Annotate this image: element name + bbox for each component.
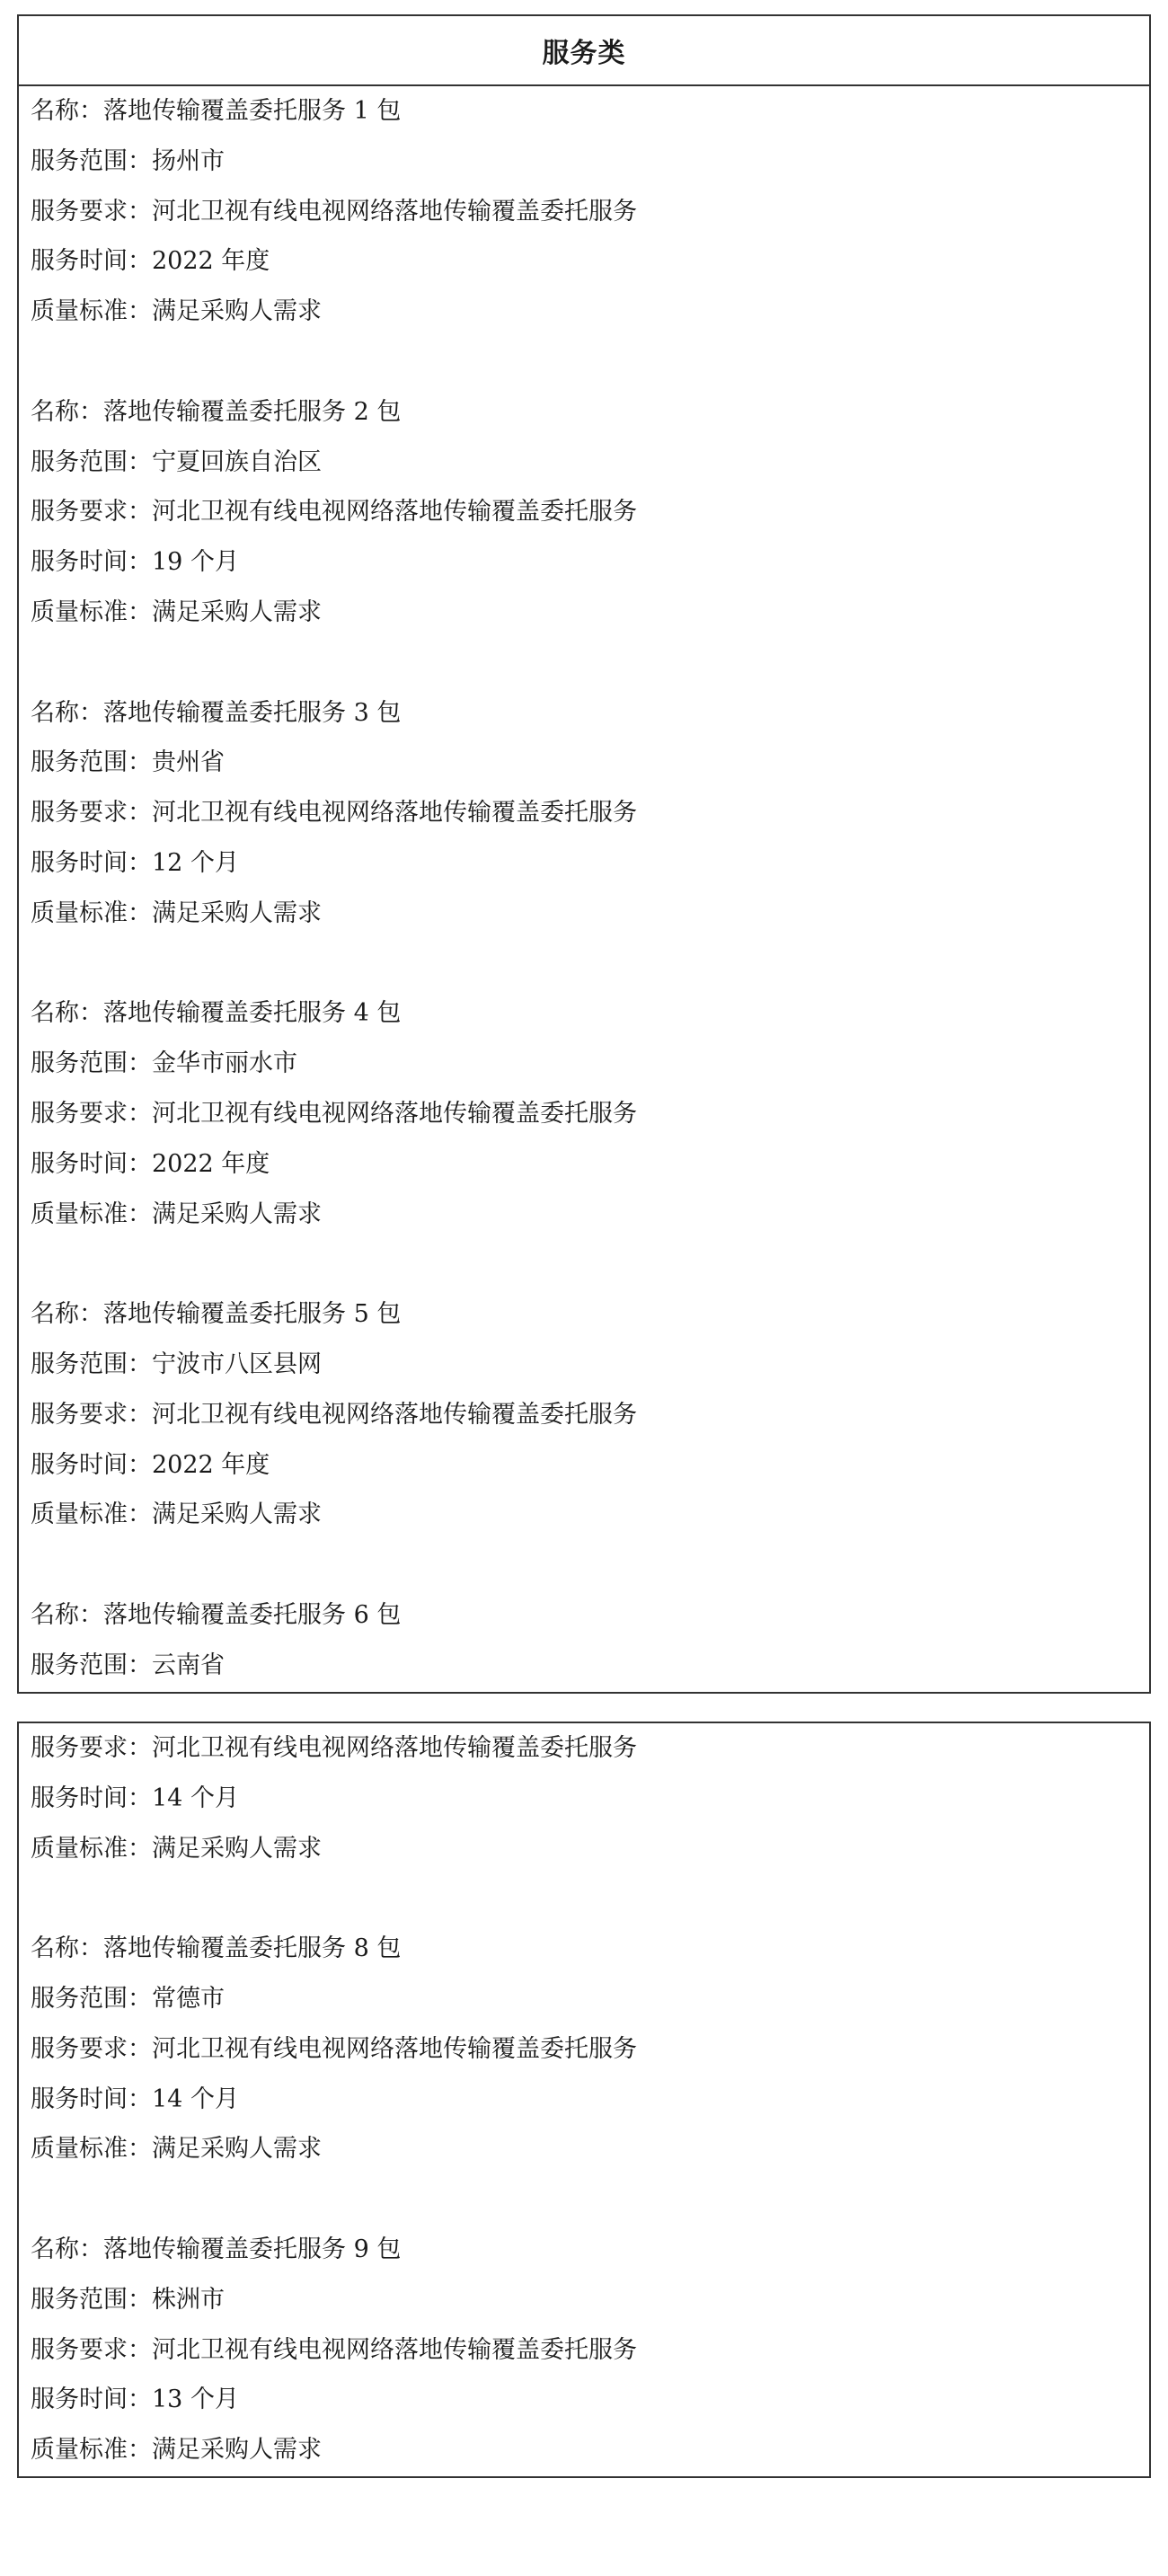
service-scope-line-value: 贵州省 xyxy=(152,748,225,777)
quality-standard-line-value: 满足采购人需求 xyxy=(152,297,322,326)
quality-standard-line-value: 满足采购人需求 xyxy=(152,899,322,927)
service-requirement-line-label: 服务要求： xyxy=(31,1734,152,1762)
package-name-line-value: 落地传输覆盖委托服务 2 包 xyxy=(103,397,402,426)
package-name-line-value: 落地传输覆盖委托服务 3 包 xyxy=(103,698,402,727)
service-scope-line xyxy=(31,438,1149,488)
package-name-line-label: 名称： xyxy=(31,97,103,125)
quality-standard-line-label: 质量标准： xyxy=(31,899,152,927)
service-time-line xyxy=(31,236,1149,287)
service-time-line-value: 2022 年度 xyxy=(152,1149,270,1178)
service-scope-line xyxy=(31,137,1149,187)
service-scope-line-label: 服务范围： xyxy=(31,748,152,777)
service-scope-line-value: 宁波市八区县网 xyxy=(152,1350,322,1378)
service-scope-line-label: 服务范围： xyxy=(31,2285,152,2314)
spacer xyxy=(31,638,1149,688)
service-scope-line xyxy=(31,1641,1149,1691)
package-name-line-value: 落地传输覆盖委托服务 5 包 xyxy=(103,1300,402,1329)
service-time-line xyxy=(31,2075,1149,2125)
service-requirement-line xyxy=(31,1723,1149,1774)
service-scope-line-label: 服务范围： xyxy=(31,146,152,175)
service-scope-line-label: 服务范围： xyxy=(31,1049,152,1078)
service-requirement-line-label: 服务要求： xyxy=(31,498,152,527)
package-name-line-value: 落地传输覆盖委托服务 9 包 xyxy=(103,2235,402,2263)
package-name-line xyxy=(31,1924,1149,1974)
service-scope-line-label: 服务范围： xyxy=(31,447,152,476)
quality-standard-line-value: 满足采购人需求 xyxy=(152,1199,322,1228)
service-requirement-line xyxy=(31,1089,1149,1139)
service-requirement-line xyxy=(31,187,1149,237)
package-name-line xyxy=(31,86,1149,137)
package-name-line-value: 落地传输覆盖委托服务 6 包 xyxy=(103,1600,402,1629)
service-requirement-line-value: 河北卫视有线电视网络落地传输覆盖委托服务 xyxy=(152,1099,637,1128)
service-requirement-line-label: 服务要求： xyxy=(31,799,152,828)
package-name-line xyxy=(31,387,1149,438)
package-name-line-label: 名称： xyxy=(31,397,103,426)
service-time-line-value: 19 个月 xyxy=(152,548,239,577)
service-time-line-value: 2022 年度 xyxy=(152,247,270,276)
service-time-line-value: 14 个月 xyxy=(152,2085,239,2113)
service-time-line-label: 服务时间： xyxy=(31,1149,152,1178)
service-scope-line-value: 扬州市 xyxy=(152,146,225,175)
quality-standard-line xyxy=(31,2124,1149,2174)
service-requirement-line-label: 服务要求： xyxy=(31,1400,152,1429)
service-time-line xyxy=(31,537,1149,588)
service-requirement-line xyxy=(31,788,1149,838)
quality-standard-line-label: 质量标准： xyxy=(31,598,152,626)
service-time-line-label: 服务时间： xyxy=(31,548,152,577)
service-time-line-value: 14 个月 xyxy=(152,1784,239,1812)
service-scope-line xyxy=(31,1039,1149,1089)
service-time-line-label: 服务时间： xyxy=(31,2085,152,2113)
service-time-line xyxy=(31,2375,1149,2425)
package-name-line-value: 落地传输覆盖委托服务 4 包 xyxy=(103,999,402,1028)
quality-standard-line-label: 质量标准： xyxy=(31,2436,152,2465)
quality-standard-line xyxy=(31,889,1149,939)
service-scope-line xyxy=(31,1340,1149,1390)
service-scope-line xyxy=(31,738,1149,788)
service-requirement-line-value: 河北卫视有线电视网络落地传输覆盖委托服务 xyxy=(152,2335,637,2364)
quality-standard-line-value: 满足采购人需求 xyxy=(152,2135,322,2164)
service-requirement-line xyxy=(31,2325,1149,2376)
service-scope-line-label: 服务范围： xyxy=(31,1984,152,2013)
service-time-line-label: 服务时间： xyxy=(31,2386,152,2414)
service-requirement-line-label: 服务要求： xyxy=(31,2335,152,2364)
service-time-line xyxy=(31,1440,1149,1491)
service-scope-line-value: 云南省 xyxy=(152,1651,225,1679)
service-requirement-line-label: 服务要求： xyxy=(31,2034,152,2063)
package-name-line-value: 落地传输覆盖委托服务 1 包 xyxy=(103,97,402,125)
service-time-line-label: 服务时间： xyxy=(31,1784,152,1812)
spacer xyxy=(31,2174,1149,2225)
service-time-line-value: 2022 年度 xyxy=(152,1450,270,1479)
package-name-line-label: 名称： xyxy=(31,1300,103,1329)
quality-standard-line xyxy=(31,2425,1149,2475)
package-name-line-label: 名称： xyxy=(31,1934,103,1963)
spacer xyxy=(31,1873,1149,1924)
quality-standard-line-value: 满足采购人需求 xyxy=(152,1834,322,1863)
quality-standard-line-label: 质量标准： xyxy=(31,1834,152,1863)
quality-standard-line xyxy=(31,287,1149,337)
service-time-line-label: 服务时间： xyxy=(31,1450,152,1479)
service-scope-line xyxy=(31,1974,1149,2024)
service-requirement-line-value: 河北卫视有线电视网络落地传输覆盖委托服务 xyxy=(152,498,637,527)
package-name-line xyxy=(31,1590,1149,1641)
quality-standard-line-label: 质量标准： xyxy=(31,1500,152,1529)
spacer xyxy=(31,1239,1149,1289)
table-header: 服务类 xyxy=(19,16,1149,86)
quality-standard-line-value: 满足采购人需求 xyxy=(152,598,322,626)
spacer xyxy=(31,337,1149,387)
service-requirement-line xyxy=(31,1390,1149,1440)
service-time-line-value: 12 个月 xyxy=(152,848,239,877)
quality-standard-line xyxy=(31,1490,1149,1540)
package-name-line-label: 名称： xyxy=(31,2235,103,2263)
service-scope-line-value: 金华市丽水市 xyxy=(152,1049,297,1078)
quality-standard-line-value: 满足采购人需求 xyxy=(152,1500,322,1529)
spacer xyxy=(31,939,1149,989)
service-requirement-line-value: 河北卫视有线电视网络落地传输覆盖委托服务 xyxy=(152,799,637,828)
service-requirement-line-value: 河北卫视有线电视网络落地传输覆盖委托服务 xyxy=(152,1734,637,1762)
service-time-line-label: 服务时间： xyxy=(31,848,152,877)
service-time-line-label: 服务时间： xyxy=(31,247,152,276)
service-time-line xyxy=(31,838,1149,889)
service-time-line xyxy=(31,1139,1149,1190)
service-scope-line-label: 服务范围： xyxy=(31,1651,152,1679)
service-requirement-line xyxy=(31,487,1149,537)
service-scope-line-value: 常德市 xyxy=(152,1984,225,2013)
spacer xyxy=(31,1540,1149,1590)
quality-standard-line-label: 质量标准： xyxy=(31,297,152,326)
package-name-line xyxy=(31,2225,1149,2275)
quality-standard-line-label: 质量标准： xyxy=(31,1199,152,1228)
service-list xyxy=(19,86,1149,1691)
quality-standard-line xyxy=(31,1824,1149,1874)
service-list xyxy=(19,1723,1149,2475)
quality-standard-line xyxy=(31,1190,1149,1240)
package-name-line xyxy=(31,1289,1149,1340)
service-scope-line-value: 宁夏回族自治区 xyxy=(152,447,322,476)
service-time-line xyxy=(31,1774,1149,1824)
package-name-line-label: 名称： xyxy=(31,999,103,1028)
service-table-page-1 xyxy=(17,14,1151,1694)
quality-standard-line xyxy=(31,588,1149,638)
package-name-line xyxy=(31,988,1149,1039)
service-requirement-line-label: 服务要求： xyxy=(31,197,152,226)
service-requirement-line-label: 服务要求： xyxy=(31,1099,152,1128)
service-requirement-line-value: 河北卫视有线电视网络落地传输覆盖委托服务 xyxy=(152,1400,637,1429)
service-scope-line xyxy=(31,2275,1149,2325)
service-scope-line-value: 株洲市 xyxy=(152,2285,225,2314)
quality-standard-line-label: 质量标准： xyxy=(31,2135,152,2164)
service-table-page-2 xyxy=(17,1722,1151,2478)
package-name-line-label: 名称： xyxy=(31,1600,103,1629)
service-requirement-line-value: 河北卫视有线电视网络落地传输覆盖委托服务 xyxy=(152,197,637,226)
service-scope-line-label: 服务范围： xyxy=(31,1350,152,1378)
service-requirement-line-value: 河北卫视有线电视网络落地传输覆盖委托服务 xyxy=(152,2034,637,2063)
service-time-line-value: 13 个月 xyxy=(152,2386,239,2414)
package-name-line xyxy=(31,688,1149,739)
package-name-line-label: 名称： xyxy=(31,698,103,727)
quality-standard-line-value: 满足采购人需求 xyxy=(152,2436,322,2465)
service-requirement-line xyxy=(31,2024,1149,2075)
package-name-line-value: 落地传输覆盖委托服务 8 包 xyxy=(103,1934,402,1963)
